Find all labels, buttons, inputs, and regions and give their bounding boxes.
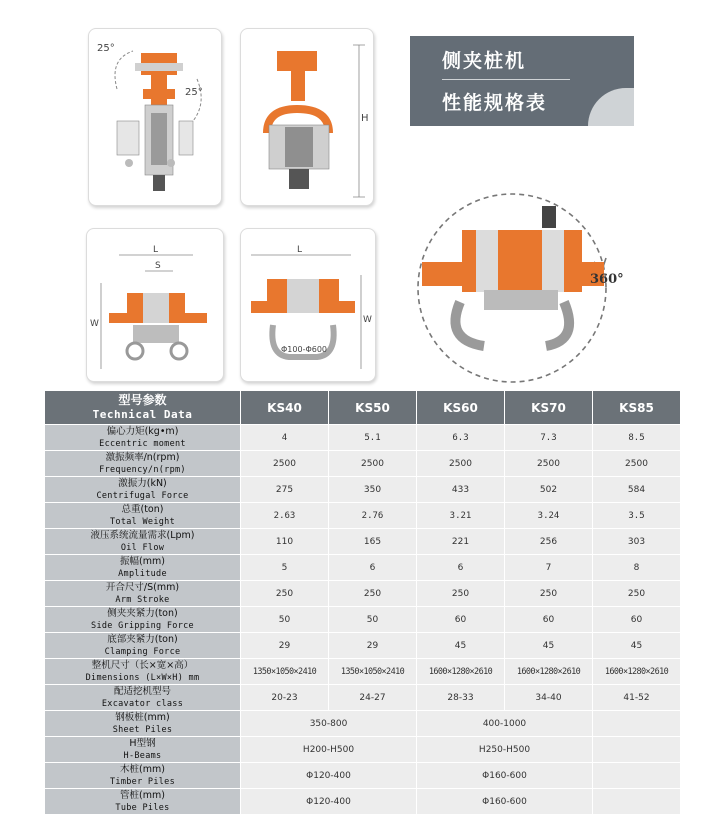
table-cell-empty xyxy=(593,789,681,815)
row-label-cn: H型钢 xyxy=(129,737,156,749)
table-row xyxy=(45,659,681,685)
row-label-en: Tube Piles xyxy=(115,802,170,813)
table-row xyxy=(45,789,681,815)
row-label-cn: 液压系统流量需求(Lpm) xyxy=(90,529,195,541)
table-row xyxy=(45,607,681,633)
table-cell: 2.63 xyxy=(241,503,329,529)
height-view-illustration xyxy=(241,29,373,205)
row-label xyxy=(45,633,241,659)
table-cell-range-small: Φ120-400 xyxy=(241,763,417,789)
table-cell-range-small: H200-H500 xyxy=(241,737,417,763)
spec-table xyxy=(44,390,681,815)
row-label xyxy=(45,477,241,503)
table-cell-range-large: Φ160-600 xyxy=(417,789,593,815)
row-label-cn: 整机尺寸（长×宽×高） xyxy=(91,659,194,671)
table-cell: 45 xyxy=(417,633,505,659)
table-cell: 250 xyxy=(241,581,329,607)
header-model: KS50 xyxy=(329,391,417,425)
row-label-en: Sheet Piles xyxy=(112,724,173,735)
row-label-en: Side Gripping Force xyxy=(91,620,194,631)
table-cell: 1350×1050×2410 xyxy=(329,659,417,685)
table-cell: 2500 xyxy=(241,451,329,477)
row-label-cn: 激振力(kN) xyxy=(118,477,167,489)
pile-range-illustration xyxy=(241,229,375,381)
table-cell: 2500 xyxy=(417,451,505,477)
title-divider xyxy=(442,79,570,80)
table-cell-range-large: H250-H500 xyxy=(417,737,593,763)
table-row xyxy=(45,529,681,555)
row-label-en: Total Weight xyxy=(109,516,175,527)
row-label-en: Dimensions (L×W×H) mm xyxy=(85,672,200,683)
row-label xyxy=(45,555,241,581)
table-cell: 502 xyxy=(505,477,593,503)
row-label-en: Oil Flow xyxy=(120,542,165,553)
row-label xyxy=(45,737,241,763)
header-model: KS70 xyxy=(505,391,593,425)
table-cell: 250 xyxy=(505,581,593,607)
table-cell: 28-33 xyxy=(417,685,505,711)
header-model: KS85 xyxy=(593,391,681,425)
table-row xyxy=(45,685,681,711)
table-cell: 24-27 xyxy=(329,685,417,711)
table-row xyxy=(45,477,681,503)
table-cell-range-small: Φ120-400 xyxy=(241,789,417,815)
table-row xyxy=(45,633,681,659)
table-row xyxy=(45,503,681,529)
table-cell: 110 xyxy=(241,529,329,555)
length-label-2: L xyxy=(297,245,303,255)
width-label-1: W xyxy=(90,319,99,329)
table-cell: 29 xyxy=(241,633,329,659)
row-label-cn: 总重(ton) xyxy=(121,503,164,515)
row-label-en: Amplitude xyxy=(118,568,167,579)
table-cell: 303 xyxy=(593,529,681,555)
header-model: KS40 xyxy=(241,391,329,425)
table-cell: 6 xyxy=(417,555,505,581)
table-cell: 29 xyxy=(329,633,417,659)
table-cell: 3.21 xyxy=(417,503,505,529)
table-cell: 7 xyxy=(505,555,593,581)
table-cell: 1600×1280×2610 xyxy=(593,659,681,685)
table-row xyxy=(45,711,681,737)
table-cell: 60 xyxy=(417,607,505,633)
table-cell: 8 xyxy=(593,555,681,581)
table-cell: 165 xyxy=(329,529,417,555)
rotation-illustration xyxy=(414,190,610,386)
row-label-en: H-Beams xyxy=(123,750,162,761)
row-label-en: Eccentric moment xyxy=(99,438,186,449)
rotation-view xyxy=(414,190,624,386)
diagram-height-view xyxy=(240,28,374,206)
table-cell: 250 xyxy=(417,581,505,607)
table-cell: 2500 xyxy=(329,451,417,477)
table-cell-empty xyxy=(593,737,681,763)
header-model: KS60 xyxy=(417,391,505,425)
header-technical-data xyxy=(45,391,241,425)
row-label-cn: 配适挖机型号 xyxy=(113,685,171,697)
table-cell: 1350×1050×2410 xyxy=(241,659,329,685)
table-cell: 2500 xyxy=(593,451,681,477)
row-label xyxy=(45,659,241,685)
row-label-cn: 管桩(mm) xyxy=(120,789,165,801)
row-label xyxy=(45,607,241,633)
table-cell: 20-23 xyxy=(241,685,329,711)
row-label xyxy=(45,789,241,815)
tilt-view-illustration xyxy=(89,29,221,205)
width-label-2: W xyxy=(363,315,372,325)
table-cell: 45 xyxy=(593,633,681,659)
row-label-en: Excavator class xyxy=(101,698,184,709)
table-row xyxy=(45,451,681,477)
title-line-2: 性能规格表 xyxy=(442,92,548,114)
table-row xyxy=(45,737,681,763)
angle-right-label: 25° xyxy=(185,87,203,98)
row-label-cn: 钢板桩(mm) xyxy=(115,711,170,723)
row-label xyxy=(45,529,241,555)
row-label-en: Centrifugal Force xyxy=(96,490,189,501)
row-label-cn: 偏心力矩(kg•m) xyxy=(106,425,179,437)
table-cell: 6 xyxy=(329,555,417,581)
row-label xyxy=(45,503,241,529)
table-cell: 60 xyxy=(593,607,681,633)
rotation-label: 360° xyxy=(590,272,624,287)
table-cell: 8.5 xyxy=(593,425,681,451)
row-label-en: Clamping Force xyxy=(104,646,181,657)
table-cell-empty xyxy=(593,763,681,789)
table-cell: 50 xyxy=(241,607,329,633)
table-cell: 256 xyxy=(505,529,593,555)
header-label-en: Technical Data xyxy=(92,408,193,421)
length-label-1: L xyxy=(153,245,159,255)
pile-range-label: Φ100-Φ600 xyxy=(281,345,328,354)
table-row xyxy=(45,763,681,789)
row-label-en: Arm Stroke xyxy=(115,594,170,605)
table-cell: 60 xyxy=(505,607,593,633)
row-label-cn: 激振频率/n(rpm) xyxy=(105,451,180,463)
angle-left-label: 25° xyxy=(97,43,115,54)
table-cell: 5.1 xyxy=(329,425,417,451)
header-label-cn: 型号参数 xyxy=(118,393,167,407)
title-corner-decoration xyxy=(588,88,634,126)
row-label-cn: 底部夹紧力(ton) xyxy=(107,633,178,645)
table-cell: 584 xyxy=(593,477,681,503)
spec-table-body xyxy=(45,425,681,815)
row-label-cn: 侧夹夹紧力(ton) xyxy=(107,607,178,619)
spec-table-header xyxy=(45,391,681,425)
diagram-stroke-view xyxy=(86,228,224,382)
row-label-cn: 振幅(mm) xyxy=(120,555,165,567)
stroke-label: S xyxy=(155,261,161,271)
table-cell: 275 xyxy=(241,477,329,503)
table-cell: 1600×1280×2610 xyxy=(417,659,505,685)
table-cell: 7.3 xyxy=(505,425,593,451)
title-panel xyxy=(410,36,634,126)
table-cell: 433 xyxy=(417,477,505,503)
diagram-tilt-view xyxy=(88,28,222,206)
table-cell: 3.5 xyxy=(593,503,681,529)
diagram-pile-range-view xyxy=(240,228,376,382)
table-cell: 34-40 xyxy=(505,685,593,711)
table-cell-empty xyxy=(593,711,681,737)
table-cell: 1600×1280×2610 xyxy=(505,659,593,685)
row-label xyxy=(45,711,241,737)
row-label-cn: 开合尺寸/S(mm) xyxy=(105,581,180,593)
row-label xyxy=(45,685,241,711)
table-cell: 6.3 xyxy=(417,425,505,451)
row-label-en: Timber Piles xyxy=(109,776,175,787)
table-row xyxy=(45,555,681,581)
table-cell: 5 xyxy=(241,555,329,581)
table-cell: 45 xyxy=(505,633,593,659)
table-row xyxy=(45,425,681,451)
table-cell: 3.24 xyxy=(505,503,593,529)
table-cell-range-large: 400-1000 xyxy=(417,711,593,737)
table-cell: 41-52 xyxy=(593,685,681,711)
table-cell: 2500 xyxy=(505,451,593,477)
table-cell: 221 xyxy=(417,529,505,555)
table-cell-range-small: 350-800 xyxy=(241,711,417,737)
table-cell-range-large: Φ160-600 xyxy=(417,763,593,789)
table-cell: 250 xyxy=(329,581,417,607)
row-label-en: Frequency/n(rpm) xyxy=(99,464,186,475)
table-cell: 50 xyxy=(329,607,417,633)
row-label xyxy=(45,451,241,477)
height-label: H xyxy=(361,113,369,124)
row-label xyxy=(45,763,241,789)
table-cell: 250 xyxy=(593,581,681,607)
table-row xyxy=(45,581,681,607)
title-line-1: 侧夹桩机 xyxy=(442,50,527,72)
table-cell: 4 xyxy=(241,425,329,451)
row-label xyxy=(45,425,241,451)
row-label xyxy=(45,581,241,607)
row-label-cn: 木桩(mm) xyxy=(120,763,165,775)
table-cell: 350 xyxy=(329,477,417,503)
table-cell: 2.76 xyxy=(329,503,417,529)
